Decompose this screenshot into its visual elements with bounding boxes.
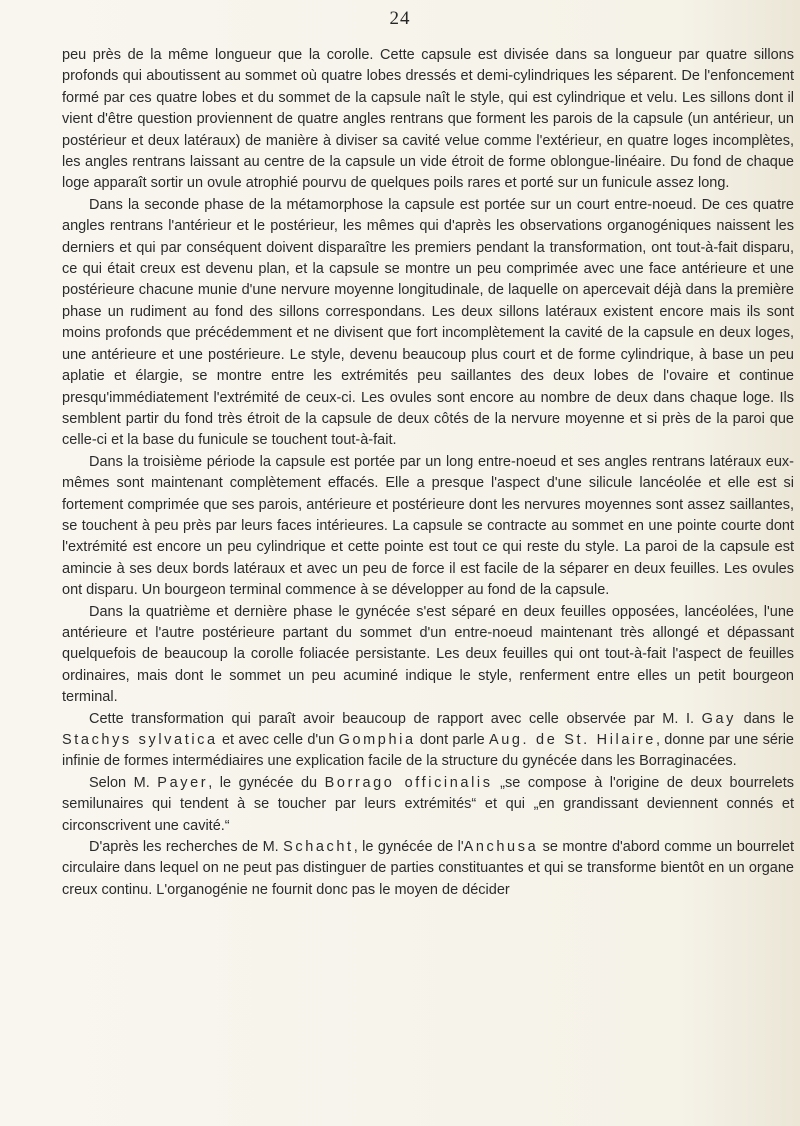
paragraph-2: [62, 195, 794, 452]
text-run: et avec celle d'un: [217, 732, 339, 748]
paragraph-3: [62, 452, 794, 602]
body-text: [62, 45, 794, 901]
spaced-name: Payer: [157, 774, 209, 791]
spaced-name: Aug. de St. Hilaire: [488, 732, 656, 748]
spaced-name: Anchusa: [463, 839, 539, 856]
text-run: se montre d'abord comme un bourrelet circulaire dans lequel on ne peut pas distinguer de parties constituantes et qui se transforme bientôt en un organe creux continu. L'organogénie ne fournit donc pas le moyen de décider: [62, 839, 794, 898]
text-run: D'après les recherches de M.: [89, 839, 284, 856]
text-run: „se compose à l'origine de deux bourrelets semilunaires qui tendent à se toucher par leurs extrémités“ et qui „en grandissant deviennent connés et circonscrivent une cavité.“: [62, 774, 795, 834]
paragraph-5: [62, 709, 794, 773]
spaced-name: Borrago officinalis: [324, 774, 493, 791]
text-run: , le gynécée de l': [353, 839, 464, 856]
text-run: Selon M.: [89, 774, 158, 791]
paragraph-6: [62, 773, 794, 837]
spaced-name: Gomphia: [338, 732, 416, 748]
text-run: , donne par une série infinie de formes intermédiaires une explication facile de la structure du gynécée dans les Borraginacées.: [62, 732, 794, 770]
text-run: Dans la troisième période la capsule est portée par un long entre-noeud et ses angles rentrans latéraux eux-mêmes sont maintenant complètement effacés. Elle a presque l'aspect d'une silicule lancéolée et elle est si fortement comprimée que ses parois, antérieure et postérieure dont les nervures moyennes sont assez saillantes, se touchent à peu près par leurs faces intérieures. La capsule se contracte au sommet en une pointe courte dont l'extrémité est encore un peu cylindrique et cette pointe est tout ce qui reste du style. La paroi de la capsule est amincie à ses deux bords latéraux et avec un peu de force il est facile de la séparer en deux feuilles. Les ovules ont disparu. Un bourgeon terminal commence à se développer au fond de la capsule.: [62, 453, 794, 599]
text-run: peu près de la même longueur que la corolle. Cette capsule est divisée dans sa longueur par quatre sillons profonds qui aboutissent au sommet où quatre lobes dressés et demi-cylindriques les séparent. De l'enfoncement formé par ces quatre lobes et du sommet de la capsule naît le style, qui est cylindrique et velu. Les sillons dont il vient d'être question proviennent de quatre angles rentrans que forment les parois de la capsule (un antérieur, un postérieur et deux latéraux) de manière à diviser sa cavité velue comme l'extérieur, en quatre loges incomplètes, les angles rentrans laissant au centre de la capsule un vide étroit de forme oblongue-linéaire. Du fond de chaque loge apparaît sortir un ovule atrophié pourvu de quelques poils rares et porté sur un funicule assez long.: [62, 47, 794, 192]
spaced-name: Schacht: [283, 839, 354, 856]
text-run: , le gynécée du: [208, 774, 325, 791]
text-run: Dans la seconde phase de la métamorphose la capsule est portée sur un court entre-noeud. De ces quatre angles rentrans l'antérieur et le postérieur, les mêmes qui d'après les observations organogéniques naissent les derniers et qui par conséquent doivent disparaître les premiers pendant la transformation, ont tout-à-fait disparu, ce qui était creux est devenu plan, et la capsule se montre un peu comprimée avec une face antérieure et une postérieure chacune munie d'une nervure moyenne longitudinale, de laquelle on apercevait déjà dans la première phase un rudiment au fond des sillons correspondans. Les deux sillons latéraux existent encore mais ils sont moins profonds que précédemment et ne divisent que fort incomplètement la cavité de la capsule en deux loges, une antérieure et une postérieure. Le style, devenu beaucoup plus court et de forme cylindrique, à base un peu aplatie et élargie, se montre entre les extrémités peu saillantes des deux lobes de l'ovaire et continue presqu'immédiatement l'extrémité de ceux-ci. Les ovules sont encore au nombre de deux dans chaque loge. Ils semblent partir du fond très étroit de la capsule de deux côtés de la nervure moyenne et si près de la paroi que celle-ci et la base du funicule se touchent tout-à-fait.: [62, 196, 794, 449]
paragraph-4: [62, 602, 794, 709]
spaced-name: Gay: [701, 710, 737, 727]
page-number: 24: [389, 8, 411, 29]
text-run: Dans la quatrième et dernière phase le gynécée s'est séparé en deux feuilles opposées, lancéolées, l'une antérieure et l'autre postérieure partant du sommet d'un entre-noeud maintenant très allongé et dépassant quelquefois de beaucoup la corolle foliacée persistante. Les deux feuilles qui ont tout-à-fait l'aspect de feuilles ordinaires, mais dont le sommet un peu acuminé indique le style, renferment entre elles un petit bourgeon terminal.: [62, 603, 794, 706]
spaced-name: Stachys sylvatica: [62, 732, 218, 748]
paragraph-7: [62, 837, 794, 901]
text-run: dans le: [736, 710, 794, 727]
text-run: Cette transformation qui paraît avoir beaucoup de rapport avec celle observée par M. I.: [89, 710, 702, 727]
paragraph-1: [62, 45, 794, 195]
text-run: dont parle: [415, 732, 489, 748]
